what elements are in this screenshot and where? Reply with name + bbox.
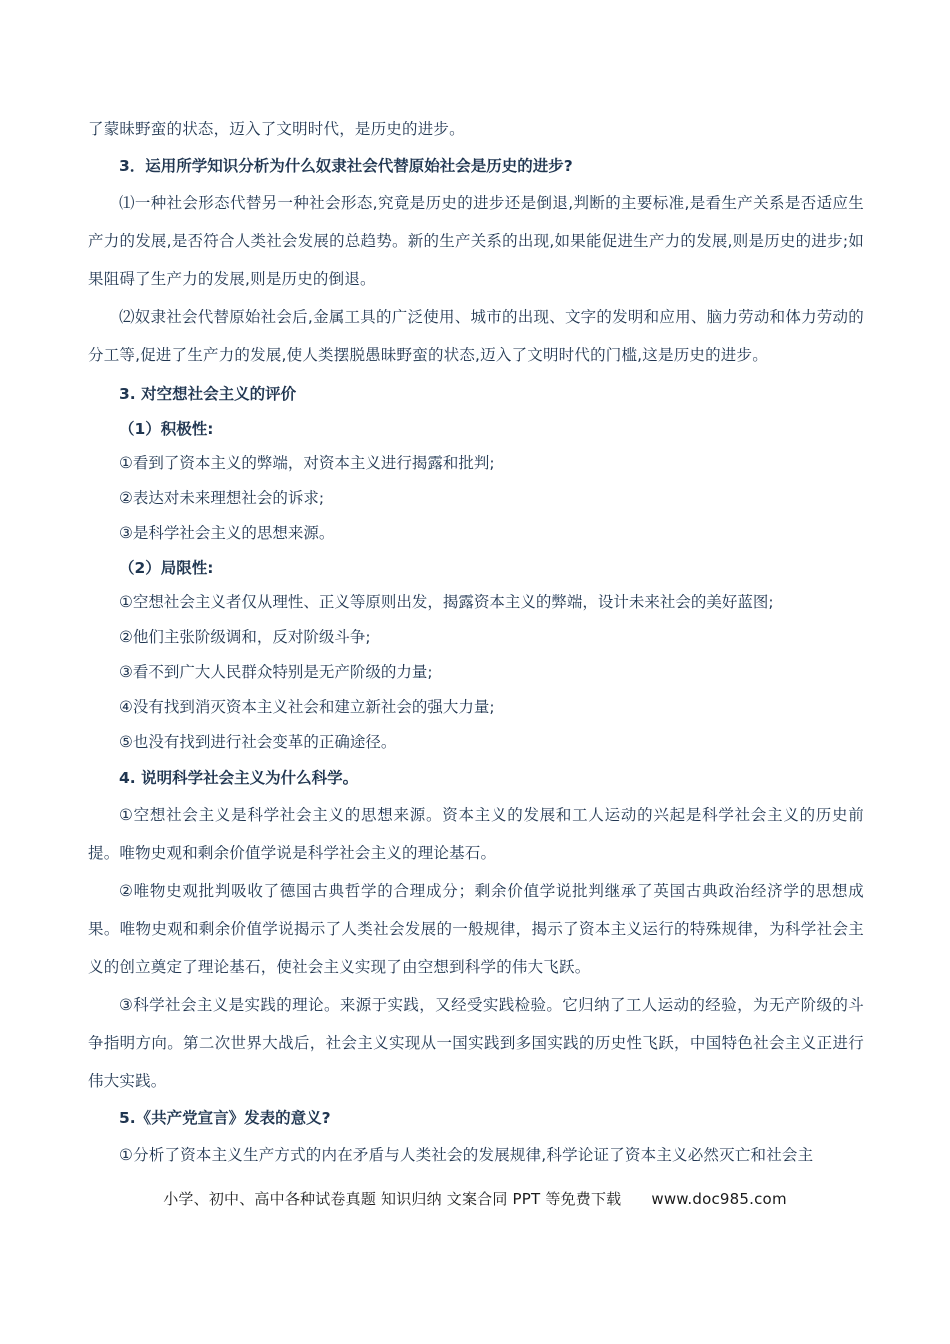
limitation-item: ⑤也没有找到进行社会变革的正确途径。 bbox=[119, 733, 397, 751]
footer-text: 小学、初中、高中各种试卷真题 知识归纳 文案合同 PPT 等免费下载 bbox=[163, 1190, 622, 1208]
utopian-socialism-heading: 3. 对空想社会主义的评价 bbox=[119, 385, 297, 403]
document-body bbox=[88, 110, 864, 1174]
question-3-answer-1: ⑴一种社会形态代替另一种社会形态,究竟是历史的进步还是倒退,判断的主要标准,是看生产关系是否适应生产力的发展,是否符合人类社会发展的总趋势。新的生产关系的出现,如果能促进生产力的发展,则是历史的进步;如果阻碍了生产力的发展,则是历史的倒退。 bbox=[88, 194, 864, 288]
question-4-answer-1: ①空想社会主义是科学社会主义的思想来源。资本主义的发展和工人运动的兴起是科学社会主义的历史前提。唯物史观和剩余价值学说是科学社会主义的理论基石。 bbox=[88, 806, 864, 862]
positive-aspects-heading: （1）积极性: bbox=[119, 420, 214, 438]
question-4-answer-3: ③科学社会主义是实践的理论。来源于实践，又经受实践检验。它归纳了工人运动的经验，为无产阶级的斗争指明方向。第二次世界大战后，社会主义实现从一国实践到多国实践的历史性飞跃，中国特色社会主义正进行伟大实践。 bbox=[88, 996, 864, 1090]
limitation-item: ②他们主张阶级调和，反对阶级斗争; bbox=[119, 628, 371, 646]
question-5-heading: 5.《共产党宣言》发表的意义? bbox=[119, 1109, 331, 1127]
paragraph-continuation: 了蒙昧野蛮的状态，迈入了文明时代，是历史的进步。 bbox=[88, 120, 465, 138]
question-5-answer-1: ①分析了资本主义生产方式的内在矛盾与人类社会的发展规律,科学论证了资本主义必然灭亡和社会主 bbox=[119, 1146, 814, 1164]
page-footer bbox=[0, 1188, 950, 1209]
limitations-heading: （2）局限性: bbox=[119, 559, 214, 577]
limitation-item: ①空想社会主义者仅从理性、正义等原则出发，揭露资本主义的弊端，设计未来社会的美好蓝图; bbox=[119, 593, 774, 611]
positive-item: ①看到了资本主义的弊端，对资本主义进行揭露和批判; bbox=[119, 454, 495, 472]
question-4-heading: 4. 说明科学社会主义为什么科学。 bbox=[119, 769, 359, 787]
limitation-item: ④没有找到消灭资本主义社会和建立新社会的强大力量; bbox=[119, 698, 495, 716]
question-3-heading: 3．运用所学知识分析为什么奴隶社会代替原始社会是历史的进步? bbox=[119, 157, 573, 175]
positive-item: ③是科学社会主义的思想来源。 bbox=[119, 524, 335, 542]
question-3-answer-2: ⑵奴隶社会代替原始社会后,金属工具的广泛使用、城市的出现、文字的发明和应用、脑力劳动和体力劳动的分工等,促进了生产力的发展,使人类摆脱愚昧野蛮的状态,迈入了文明时代的门槛,这是历史的进步。 bbox=[88, 308, 864, 364]
question-4-answer-2: ②唯物史观批判吸收了德国古典哲学的合理成分；剩余价值学说批判继承了英国古典政治经济学的思想成果。唯物史观和剩余价值学说揭示了人类社会发展的一般规律，揭示了资本主义运行的特殊规律，为科学社会主义的创立奠定了理论基石，使社会主义实现了由空想到科学的伟大飞跃。 bbox=[88, 882, 864, 976]
footer-link[interactable]: www.doc985.com bbox=[651, 1190, 787, 1208]
limitation-item: ③看不到广大人民群众特别是无产阶级的力量; bbox=[119, 663, 433, 681]
positive-item: ②表达对未来理想社会的诉求; bbox=[119, 489, 325, 507]
